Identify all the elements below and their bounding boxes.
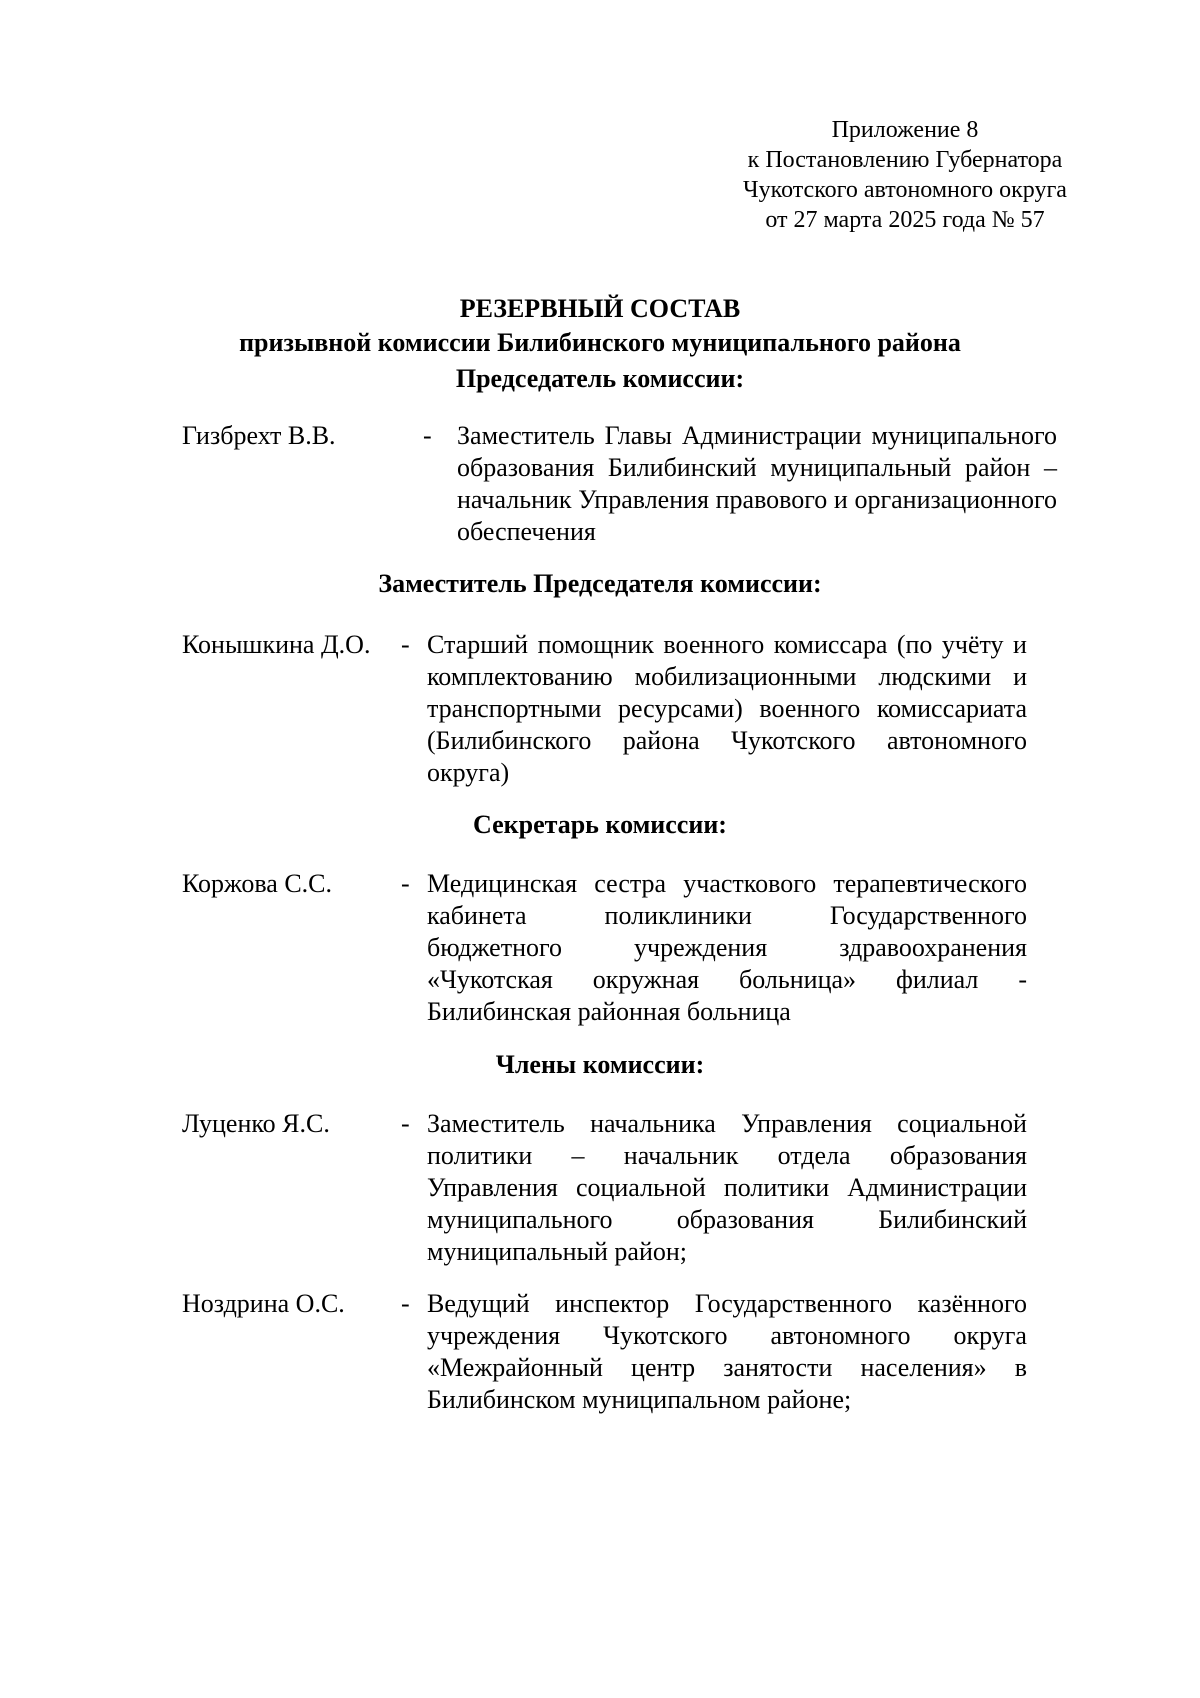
description-line: муниципальный район; [427,1237,688,1266]
appendix-line: Приложение 8 [831,117,979,143]
description-line: политики – начальник отдела образования [427,1141,1027,1170]
member-dash: - [401,869,410,898]
document-title [150,292,1050,360]
description-line: «Межрайонный центр занятости населения» в [427,1353,1027,1382]
section-heading-deputy: Заместитель Председателя комиссии: [378,569,822,598]
section-heading-secretary: Секретарь комиссии: [473,810,727,839]
description-line: муниципального образования Билибинский [427,1205,1027,1234]
member-name: Гизбрехт В.В. [182,421,336,450]
member-dash: - [423,421,432,450]
description-line: транспортными ресурсами) военного комиссариата [427,694,1027,723]
description-line: начальник Управления правового и организационного [457,485,1057,514]
section-heading-chairman: Председатель комиссии: [455,364,745,393]
description-line: Заместитель Главы Администрации муниципального [457,421,1057,450]
description-line: Управления социальной политики Администрации [427,1173,1027,1202]
member-description [427,629,1027,789]
member-name: Коржова С.С. [182,869,333,898]
member-description [427,1108,1027,1268]
member-description [427,1288,1027,1416]
member-name: Конышкина Д.О. [182,630,371,659]
title-main: РЕЗЕРВНЫЙ СОСТАВ [459,294,741,323]
member-description [427,868,1027,1028]
description-line: «Чукотская окружная больница» филиал - [427,965,1027,994]
description-line: учреждения Чукотского автономного округа [427,1321,1027,1350]
appendix-header [720,115,1090,235]
appendix-line: от 27 марта 2025 года № 57 [765,207,1045,233]
description-line: обеспечения [457,517,596,546]
description-line: Старший помощник военного комиссара (по учёту и [427,630,1027,659]
description-line: Медицинская сестра участкового терапевтического [427,869,1027,898]
member-dash: - [401,630,410,659]
description-line: комплектованию мобилизационными людскими и [427,662,1027,691]
description-line: округа) [427,758,510,787]
member-description [457,420,1057,548]
member-dash: - [401,1289,410,1318]
section-heading-members: Члены комиссии: [495,1050,705,1079]
appendix-line: Чукотского автономного округа [743,177,1067,203]
member-name: Луценко Я.С. [182,1109,330,1138]
description-line: (Билибинского района Чукотского автономного [427,726,1027,755]
description-line: Билибинском муниципальном районе; [427,1385,852,1414]
member-dash: - [401,1109,410,1138]
title-sub: призывной комиссии Билибинского муниципального района [239,328,961,357]
description-line: образования Билибинский муниципальный район – [457,453,1057,482]
description-line: бюджетного учреждения здравоохранения [427,933,1027,962]
member-name: Ноздрина О.С. [182,1289,345,1318]
description-line: Ведущий инспектор Государственного казённого [427,1289,1027,1318]
description-line: Билибинская районная больница [427,997,791,1026]
description-line: Заместитель начальника Управления социальной [427,1109,1027,1138]
description-line: кабинета поликлиники Государственного [427,901,1027,930]
appendix-line: к Постановлению Губернатора [747,147,1063,173]
